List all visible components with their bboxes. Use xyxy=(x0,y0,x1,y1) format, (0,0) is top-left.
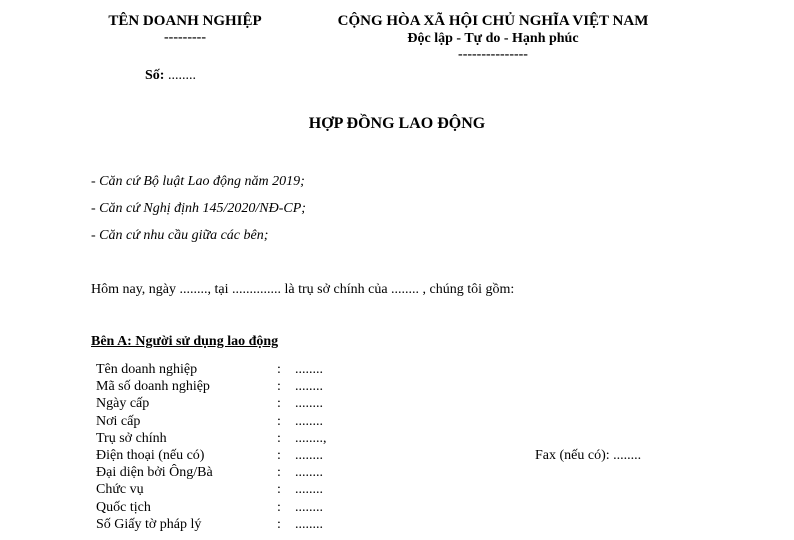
field-colon: : xyxy=(277,430,281,446)
field-row xyxy=(96,499,641,516)
contract-title: HỢP ĐỒNG LAO ĐỘNG xyxy=(308,115,486,132)
basis-line-3: - Căn cứ nhu cầu giữa các bên; xyxy=(91,228,269,243)
field-colon: : xyxy=(277,379,281,395)
party-a-heading: Bên A: Người sử dụng lao động xyxy=(91,334,279,349)
number-label: Số: xyxy=(145,68,165,83)
field-value: ........ xyxy=(295,362,323,378)
number-value: ........ xyxy=(167,68,196,83)
field-label: Đại diện bởi Ông/Bà xyxy=(96,465,213,481)
field-colon: : xyxy=(277,499,281,515)
field-label: Số Giấy tờ pháp lý xyxy=(96,516,202,532)
country-name: CỘNG HÒA XÃ HỘI CHỦ NGHĨA VIỆT NAM xyxy=(337,13,649,29)
field-row xyxy=(96,447,641,464)
field-row xyxy=(96,516,641,533)
field-label: Ngày cấp xyxy=(96,396,150,412)
fax-field: Fax (nếu có): ........ xyxy=(535,448,642,464)
field-value: ........ xyxy=(295,499,323,515)
party-a-fields xyxy=(96,361,641,533)
field-colon: : xyxy=(277,448,281,464)
field-row xyxy=(96,395,641,412)
field-label: Chức vụ xyxy=(96,482,144,498)
field-colon: : xyxy=(277,516,281,532)
field-colon: : xyxy=(277,482,281,498)
field-label: Trụ sở chính xyxy=(96,430,167,446)
field-label: Quốc tịch xyxy=(96,499,151,515)
field-colon: : xyxy=(277,362,281,378)
field-colon: : xyxy=(277,465,281,481)
motto-rule: --------------- xyxy=(458,47,528,62)
field-value: ........ xyxy=(295,413,323,429)
national-motto: Độc lập - Tự do - Hạnh phúc xyxy=(407,31,579,46)
field-value: ........, xyxy=(295,430,327,446)
field-label: Mã số doanh nghiệp xyxy=(96,379,210,395)
field-value: ........ xyxy=(295,516,323,532)
field-row xyxy=(96,361,641,378)
field-value: ........ xyxy=(295,396,323,412)
field-row xyxy=(96,481,641,498)
field-label: Điện thoại (nếu có) xyxy=(96,448,205,464)
field-label: Nơi cấp xyxy=(96,413,141,429)
field-colon: : xyxy=(277,396,281,412)
field-value: ........ xyxy=(295,465,323,481)
field-row xyxy=(96,464,641,481)
field-row xyxy=(96,378,641,395)
field-value: ........ xyxy=(295,482,323,498)
field-colon: : xyxy=(277,413,281,429)
basis-line-2: - Căn cứ Nghị định 145/2020/NĐ-CP; xyxy=(91,201,306,216)
company-rule: --------- xyxy=(164,30,206,45)
field-value: ........ xyxy=(295,448,323,464)
company-name: TÊN DOANH NGHIỆP xyxy=(108,13,262,29)
field-value: ........ xyxy=(295,379,323,395)
intro-paragraph: Hôm nay, ngày ........, tại .............. là trụ sở chính của ........ , chúng tôi gồm: xyxy=(91,282,515,297)
field-row xyxy=(96,430,641,447)
field-row xyxy=(96,413,641,430)
basis-line-1: - Căn cứ Bộ luật Lao động năm 2019; xyxy=(91,174,305,189)
field-label: Tên doanh nghiệp xyxy=(96,362,198,378)
document-number xyxy=(145,68,196,84)
